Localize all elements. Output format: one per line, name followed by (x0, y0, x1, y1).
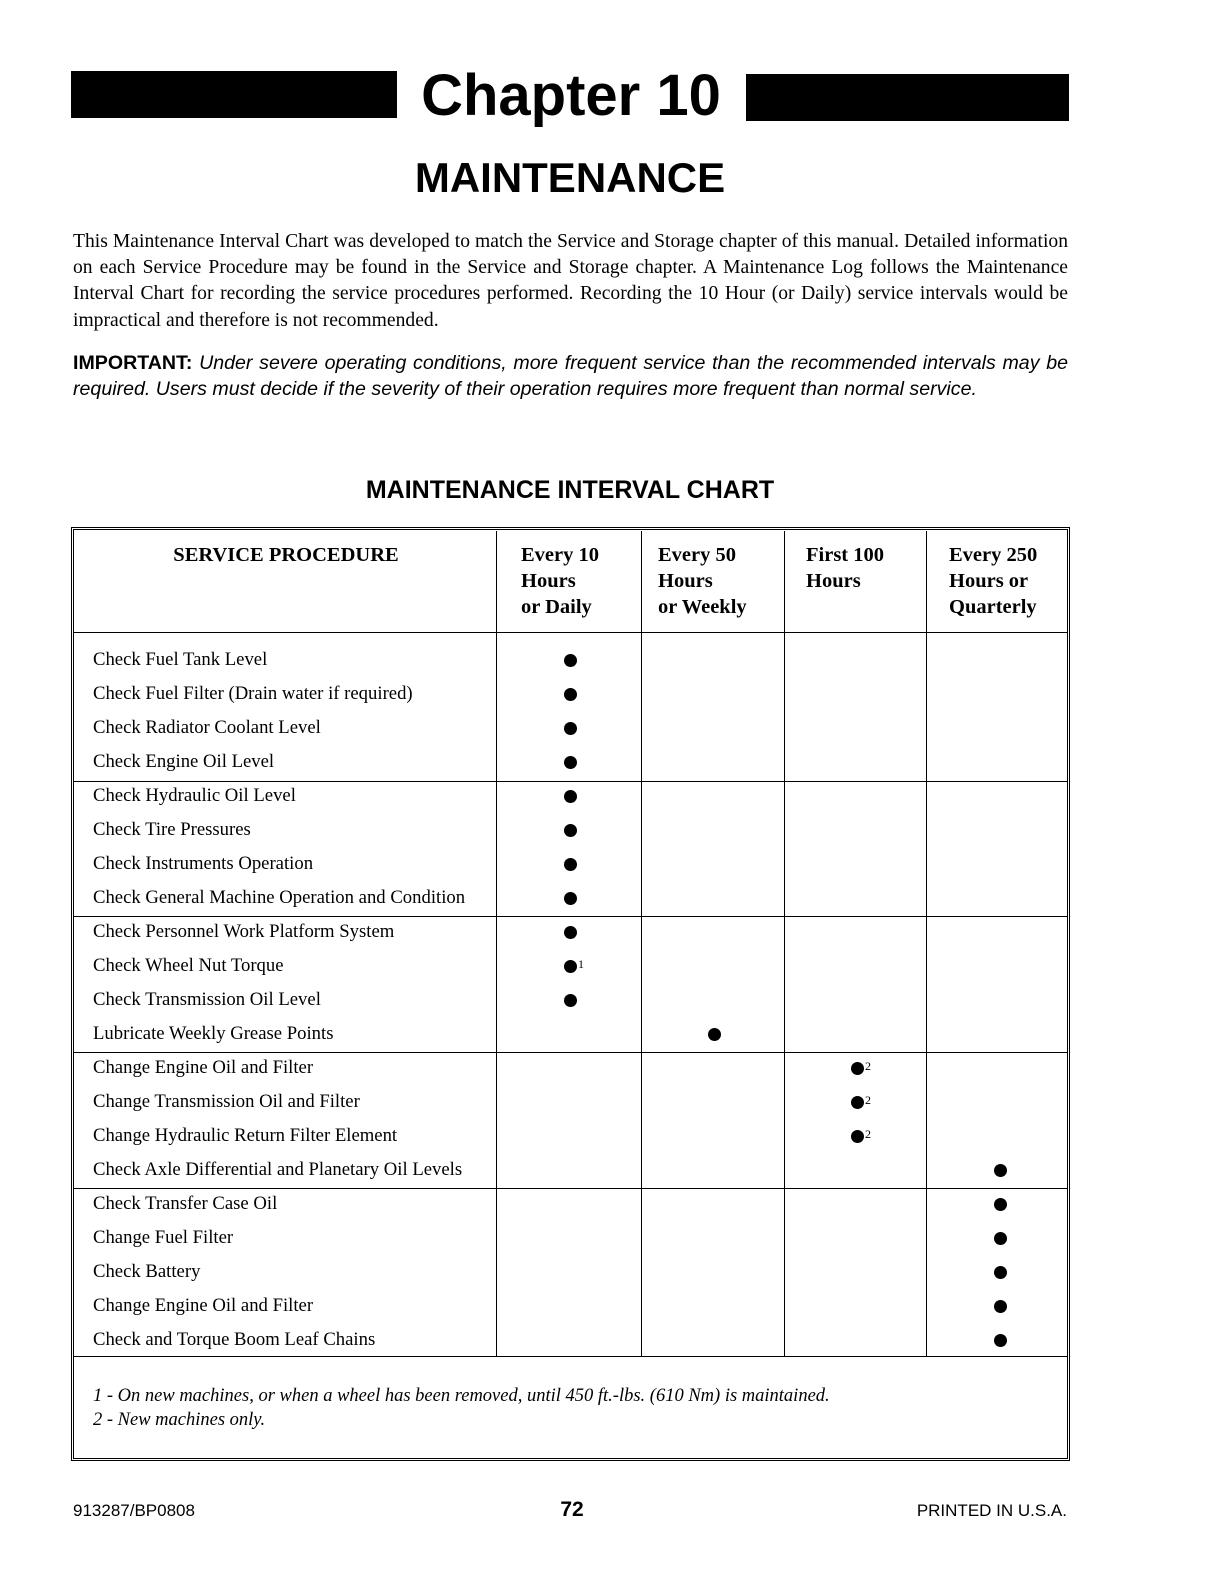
procedure-label: Check Instruments Operation (93, 853, 314, 874)
column-divider (496, 531, 497, 1356)
footnote-1: 1 - On new machines, or when a wheel has been removed, until 450 ft.-lbs. (610 Nm) is maintained. (93, 1386, 830, 1406)
header-separator (74, 632, 1067, 633)
footnote-reference: 1 (578, 957, 584, 971)
procedure-label: Check Axle Differential and Planetary Oil Levels (93, 1159, 463, 1180)
procedure-label: Check Transfer Case Oil (93, 1193, 278, 1214)
interval-bullet-icon (851, 1062, 864, 1075)
header-every-50-hours: Every 50 Hours or Weekly (658, 544, 747, 618)
procedure-label: Check General Machine Operation and Condition (93, 887, 466, 908)
footnote-separator (74, 1356, 1067, 1357)
interval-bullet-icon (564, 824, 577, 837)
chapter-heading: Chapter 10 (421, 63, 721, 128)
procedure-label: Check Fuel Tank Level (93, 649, 268, 670)
interval-bullet-icon (564, 756, 577, 769)
intro-paragraph: This Maintenance Interval Chart was developed to match the Service and Storage chapter of this manual. Detailed information on each Service Procedure may be found in the Service and Storage chapter. A Maintenance Log follows the Maintenance Interval Chart for recording the service procedures performed. Recording the 10 Hour (or Daily) service intervals would be impractical and therefore is not recommended. (73, 231, 1068, 331)
procedure-label: Check and Torque Boom Leaf Chains (93, 1329, 376, 1350)
procedure-label: Change Hydraulic Return Filter Element (93, 1125, 398, 1146)
interval-bullet-icon (564, 994, 577, 1007)
header-every-250-hours: Every 250 Hours or Quarterly (949, 544, 1038, 618)
procedure-label: Change Engine Oil and Filter (93, 1295, 314, 1316)
procedure-label: Change Transmission Oil and Filter (93, 1091, 360, 1112)
interval-bullet-icon (564, 858, 577, 871)
procedure-label: Change Fuel Filter (93, 1227, 234, 1248)
chapter-bar-left (71, 71, 397, 118)
chart-title: MAINTENANCE INTERVAL CHART (365, 476, 775, 504)
printed-location: PRINTED IN U.S.A. (916, 1501, 1067, 1520)
procedure-label: Check Tire Pressures (93, 819, 251, 840)
footnote-2: 2 - New machines only. (93, 1410, 266, 1430)
procedure-label: Lubricate Weekly Grease Points (93, 1023, 334, 1044)
important-label: IMPORTANT: (73, 352, 193, 374)
interval-bullet-icon (994, 1164, 1007, 1177)
important-notice (73, 350, 1068, 402)
interval-bullet-icon (851, 1096, 864, 1109)
interval-bullet-icon (994, 1232, 1007, 1245)
header-first-100-hours: First 100 Hours (806, 544, 884, 592)
group-separator (74, 781, 1067, 782)
interval-bullet-icon (994, 1198, 1007, 1211)
interval-bullet-icon (564, 722, 577, 735)
column-divider (926, 531, 927, 1356)
procedure-label: Check Personnel Work Platform System (93, 921, 395, 942)
interval-bullet-icon (564, 960, 577, 973)
footnote-reference: 2 (865, 1059, 871, 1073)
chapter-bar-right (746, 74, 1069, 121)
procedure-label: Check Hydraulic Oil Level (93, 785, 296, 806)
page-number: 72 (560, 1498, 584, 1521)
interval-bullet-icon (994, 1266, 1007, 1279)
procedure-label: Check Radiator Coolant Level (93, 717, 321, 738)
interval-bullet-icon (994, 1334, 1007, 1347)
interval-bullet-icon (708, 1028, 721, 1041)
interval-bullet-icon (564, 688, 577, 701)
interval-bullet-icon (994, 1300, 1007, 1313)
procedure-label: Check Engine Oil Level (93, 751, 275, 772)
footnote-reference: 2 (865, 1127, 871, 1141)
page-title: MAINTENANCE (414, 154, 726, 201)
header-every-10-hours: Every 10 Hours or Daily (521, 544, 599, 618)
important-text: Under severe operating conditions, more frequent service than the recommended intervals may be required. Users must decide if the severity of their operation requires more frequent than normal service. (73, 352, 1068, 401)
procedure-label: Check Fuel Filter (Drain water if required) (93, 683, 413, 704)
interval-bullet-icon (851, 1130, 864, 1143)
interval-bullet-icon (564, 790, 577, 803)
interval-bullet-icon (564, 892, 577, 905)
interval-bullet-icon (564, 926, 577, 939)
group-separator (74, 1052, 1067, 1053)
column-divider (784, 531, 785, 1356)
column-divider (641, 531, 642, 1356)
document-number: 913287/BP0808 (73, 1501, 195, 1520)
group-separator (74, 1188, 1067, 1189)
group-separator (74, 916, 1067, 917)
footnote-reference: 2 (865, 1093, 871, 1107)
interval-bullet-icon (564, 654, 577, 667)
procedure-label: Check Wheel Nut Torque (93, 955, 284, 976)
procedure-label: Check Battery (93, 1261, 201, 1282)
procedure-label: Change Engine Oil and Filter (93, 1057, 314, 1078)
header-service-procedure: SERVICE PROCEDURE (173, 544, 399, 566)
procedure-label: Check Transmission Oil Level (93, 989, 321, 1010)
